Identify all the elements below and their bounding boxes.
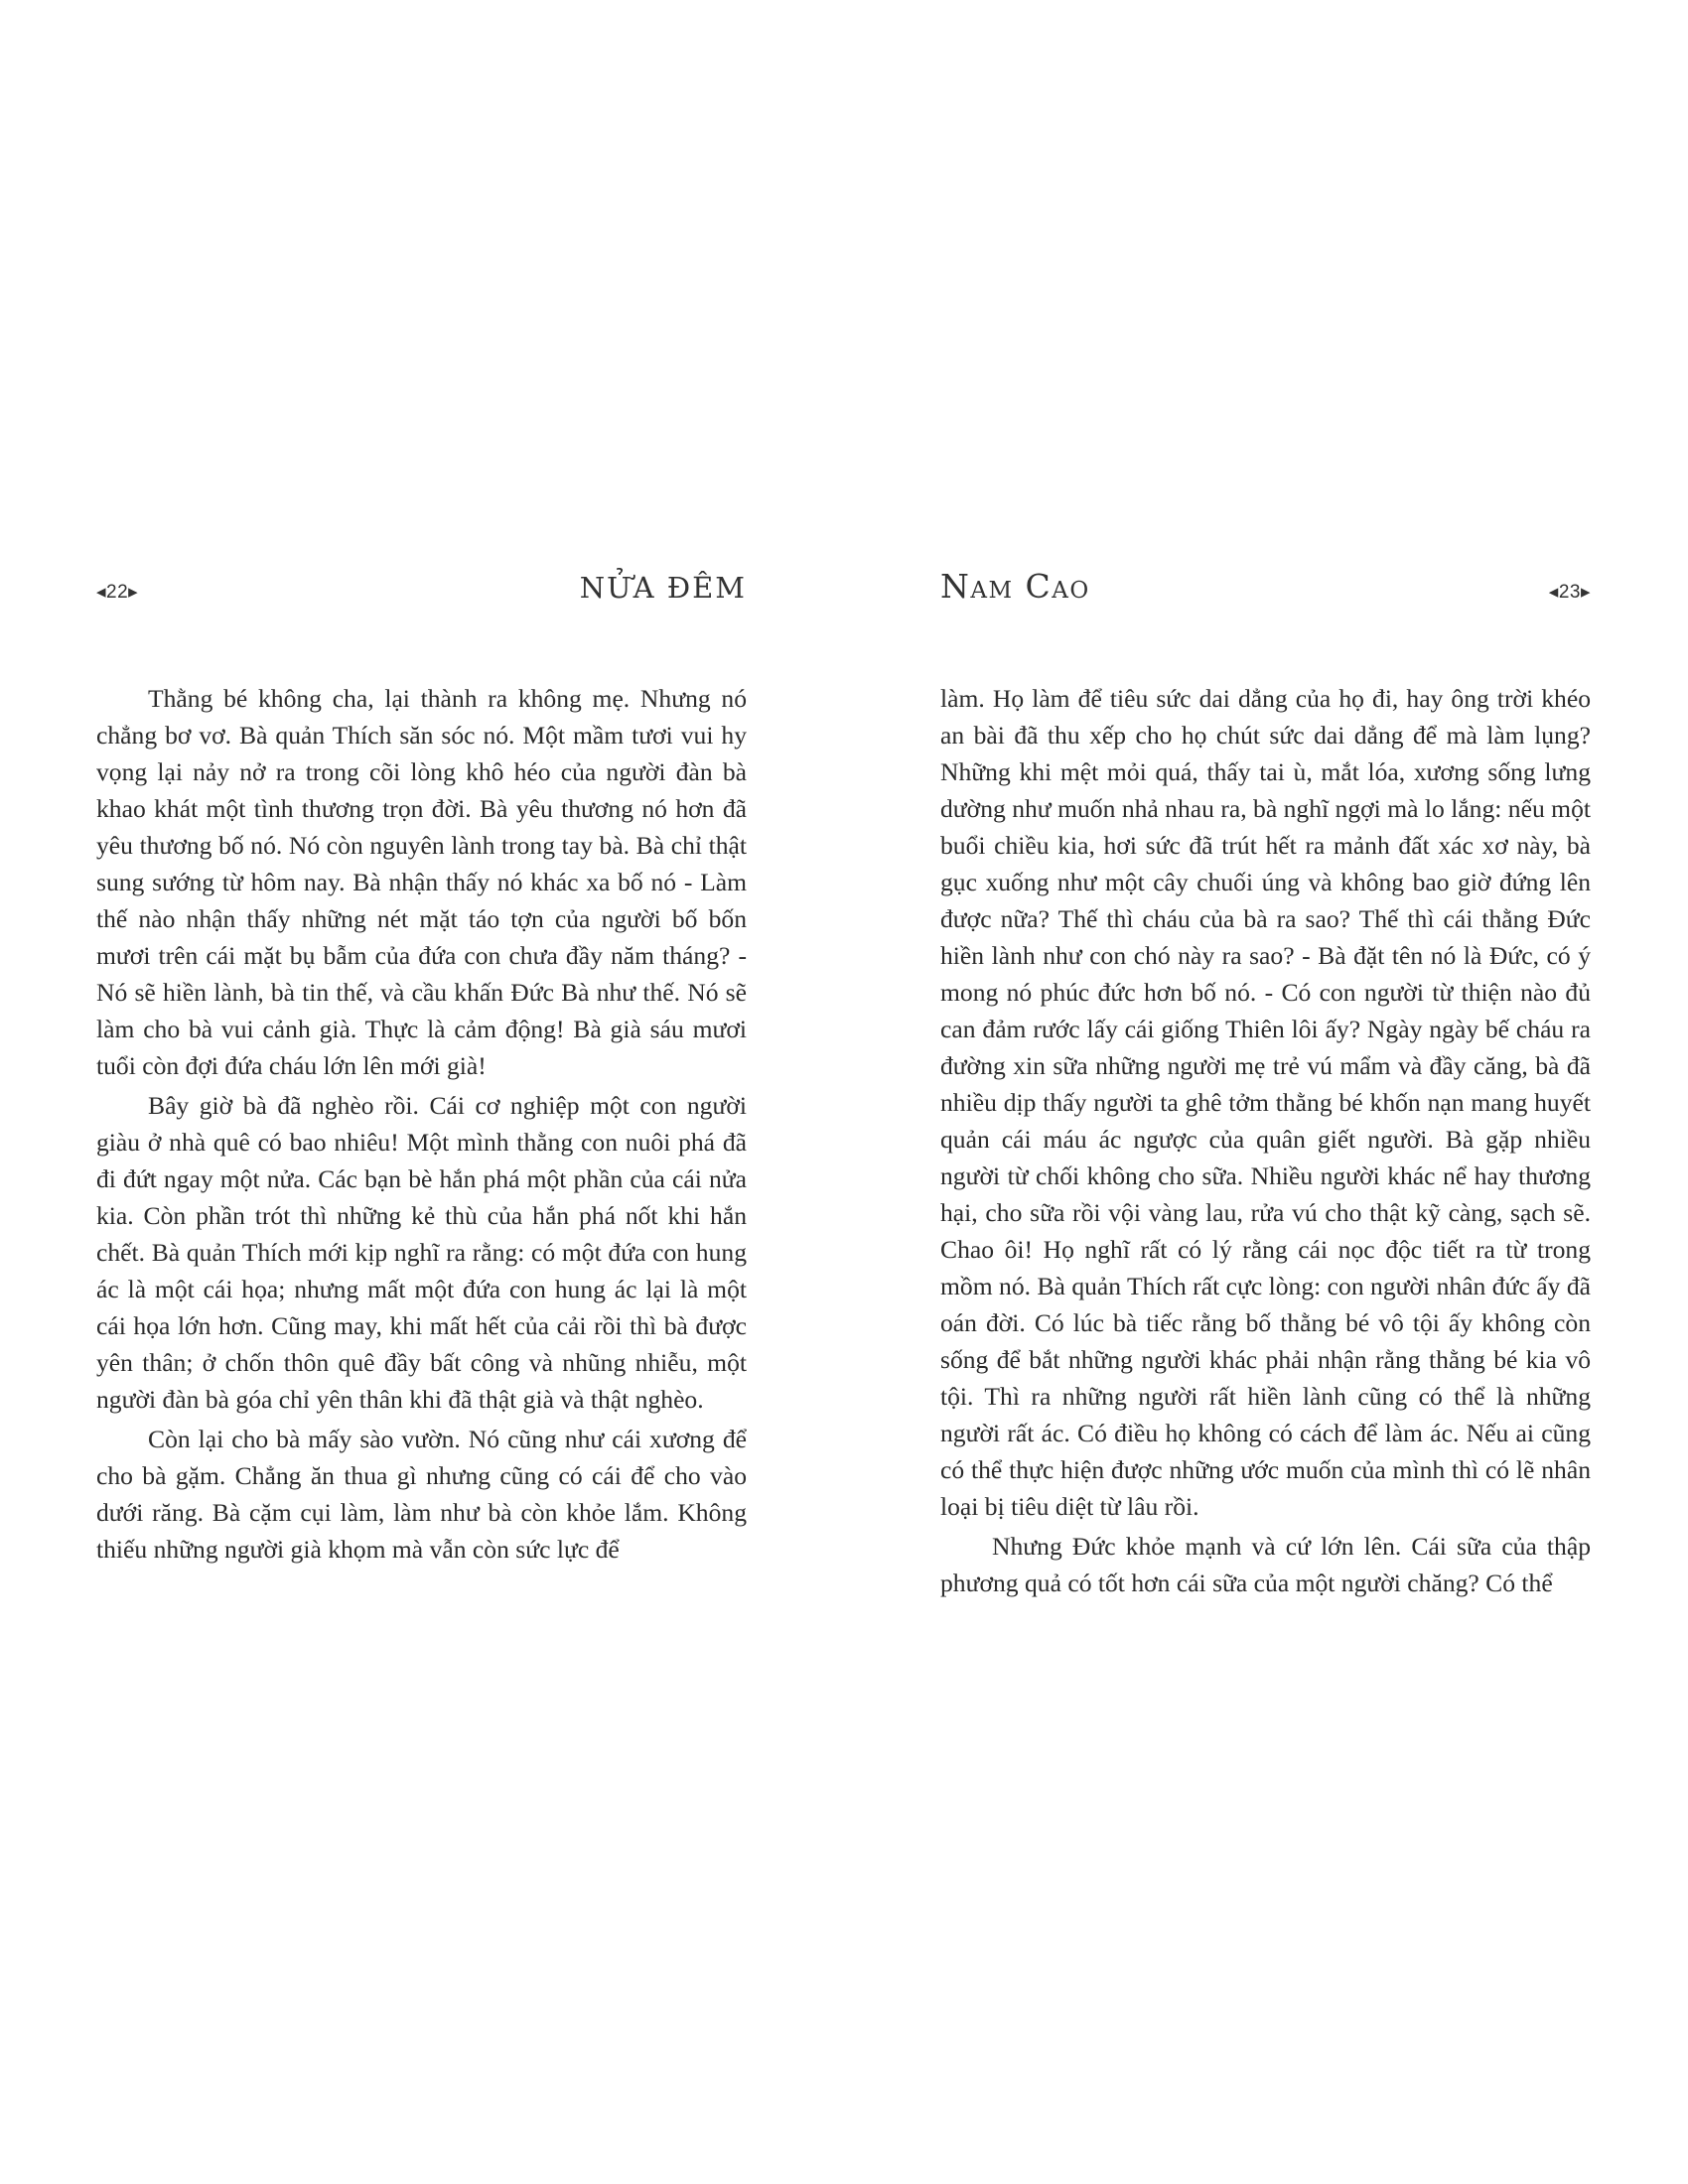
right-paragraph-1: làm. Họ làm để tiêu sức dai dẳng của họ đi, hay ông trời khéo an bài đã thu xếp cho họ chút sức dai dẳng để mà làm lụng? Những khi mệt mỏi quá, thấy tai ù, mắt lóa, xương sống lưng dường như muốn nhả nhau ra, bà nghĩ ngợi mà lo lắng: nếu một buổi chiều kia, hơi sức đã trút hết ra mảnh đất xác xơ này, bà gục xuống như một cây chuối úng và không bao giờ đứng lên được nữa? Thế thì cháu của bà ra sao? Thế thì cái thằng Đức hiền lành như con chó này ra sao? - Bà đặt tên nó là Đức, có ý mong nó phúc đức hơn bố nó. - Có con người từ thiện nào đủ can đảm rước lấy cái giống Thiên lôi ấy? Ngày ngày bế cháu ra đường xin sữa những người mẹ trẻ vú mẩm và đầy căng, bà đã nhiều dịp thấy người ta ghê tởm thằng bé khốn nạn mang huyết quản cái máu ác ngược của quân giết người. Bà gặp nhiều người từ chối không cho sữa. Nhiều người khác nể hay thương hại, cho sữa rồi vội vàng lau, rửa vú cho thật kỹ càng, sạch sẽ. Chao ôi! Họ nghĩ rất có lý rằng cái nọc độc tiết ra từ trong mồm nó. Bà quản Thích rất cực lòng: con người nhân đức ấy đã oán đời. Có lúc bà tiếc rằng bố thằng bé vô tội ấy không còn sống để bắt những người khác phải nhận rằng thằng bé kia vô tội. Thì ra những người rất hiền lành cũng có thể là những người rất ác. Có điều họ không có cách để làm ác. Nếu ai cũng có thể thực hiện được những ước muốn của mình thì có lẽ nhân loại bị tiêu diệt từ lâu rồi. <box>940 684 1591 1521</box>
left-page <box>96 571 747 1568</box>
right-paragraph-2: Nhưng Đức khỏe mạnh và cứ lớn lên. Cái sữa của thập phương quả có tốt hơn cái sữa của một người chăng? Có thể <box>940 1532 1591 1597</box>
left-page-number: ◂22▸ <box>96 582 139 603</box>
left-paragraph-1: Thằng bé không cha, lại thành ra không mẹ. Nhưng nó chẳng bơ vơ. Bà quản Thích săn sóc nó. Một mầm tươi vui hy vọng lại nảy nở ra trong cõi lòng khô héo của người đàn bà khao khát một tình thương trọn đời. Bà yêu thương nó hơn đã yêu thương bố nó. Nó còn nguyên lành trong tay bà. Bà chỉ thật sung sướng từ hôm nay. Bà nhận thấy nó khác xa bố nó - Làm thế nào nhận thấy những nét mặt táo tợn của người bố bốn mươi trên cái mặt bụ bẫm của đứa con chưa đầy năm tháng? - Nó sẽ hiền lành, bà tin thế, và cầu khấn Đức Bà như thế. Nó sẽ làm cho bà vui cảnh già. Thực là cảm động! Bà già sáu mươi tuổi còn đợi đứa cháu lớn lên mới già! <box>96 684 747 1080</box>
right-page-number: ◂23▸ <box>1548 582 1591 603</box>
right-running-title: Nam Cao <box>940 567 1090 606</box>
left-paragraph-2: Bây giờ bà đã nghèo rồi. Cái cơ nghiệp một con người giàu ở nhà quê có bao nhiêu! Một mình thằng con nuôi phá đã đi đứt ngay một nửa. Các bạn bè hắn phá một phần của cái nửa kia. Còn phần trót thì những kẻ thù của hắn phá nốt khi hắn chết. Bà quản Thích mới kịp nghĩ ra rằng: có một đứa con hung ác là một cái họa; nhưng mất một đứa con hung ác lại là một cái họa lớn hơn. Cũng may, khi mất hết của cải rồi thì bà được yên thân; ở chốn thôn quê đầy bất công và nhũng nhiễu, một người đàn bà góa chỉ yên thân khi đã thật già và thật nghèo. <box>96 1091 747 1414</box>
left-running-title: NỬA ĐÊM <box>579 571 747 605</box>
right-body-text <box>940 680 1591 1601</box>
right-running-head <box>940 567 1591 622</box>
right-page <box>940 567 1591 1601</box>
left-paragraph-3: Còn lại cho bà mấy sào vườn. Nó cũng như cái xương để cho bà gặm. Chẳng ăn thua gì nhưng cũng có cái để cho vào dưới răng. Bà cặm cụi làm, làm như bà còn khỏe lắm. Không thiếu những người già khọm mà vẫn còn sức lực để <box>96 1425 747 1564</box>
left-body-text <box>96 680 747 1568</box>
left-running-head <box>96 571 747 622</box>
